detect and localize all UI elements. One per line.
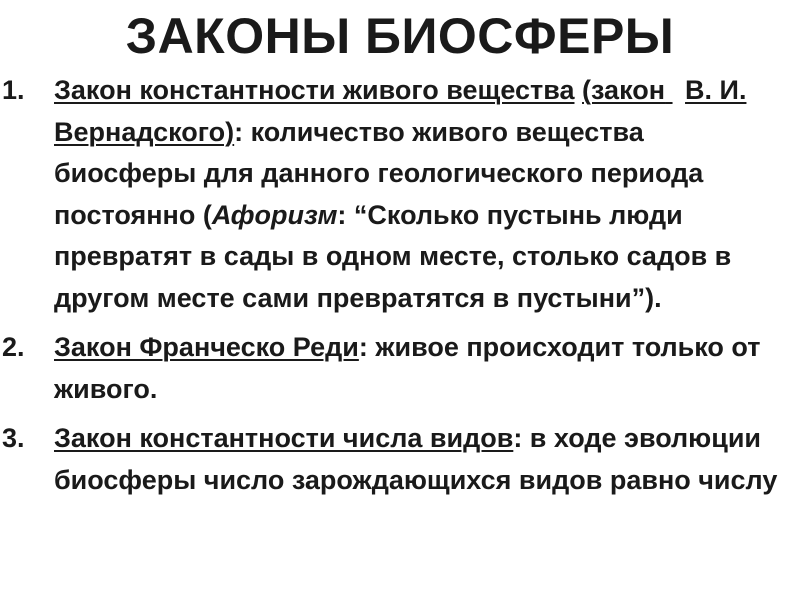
law-number: 3. (2, 423, 25, 453)
law-item-3 (0, 418, 800, 501)
law-description: : живое происходит только от живого. (54, 332, 761, 404)
aphorism-text: : “Сколько пустынь люди превратят в сады в одном месте, столько садов в другом месте сами превратятся в пустыни”). (54, 199, 732, 313)
aphorism-label: Афоризм (211, 199, 338, 230)
law-number: 2. (2, 332, 25, 362)
law-item-1 (0, 70, 800, 319)
law-name: Закон константности числа видов (54, 423, 514, 453)
law-name-gap (665, 70, 685, 112)
law-item-2 (0, 327, 800, 410)
law-number: 1. (2, 75, 25, 105)
law-name: Закон константности живого вещества (54, 75, 575, 105)
law-name-author-prefix: (закон (582, 75, 666, 105)
law-description: : в ходе эволюции биосферы число зарождающихся видов равно числу (54, 423, 778, 495)
slide-title: ЗАКОНЫ БИОСФЕРЫ (125, 8, 675, 64)
law-name-author: В. И. Вернадского) (54, 75, 747, 147)
law-name: Закон Франческо Реди (54, 332, 359, 362)
laws-list (0, 70, 800, 501)
law-description: : количество живого вещества биосферы для данного геологического периода постоянно ( (54, 116, 704, 230)
